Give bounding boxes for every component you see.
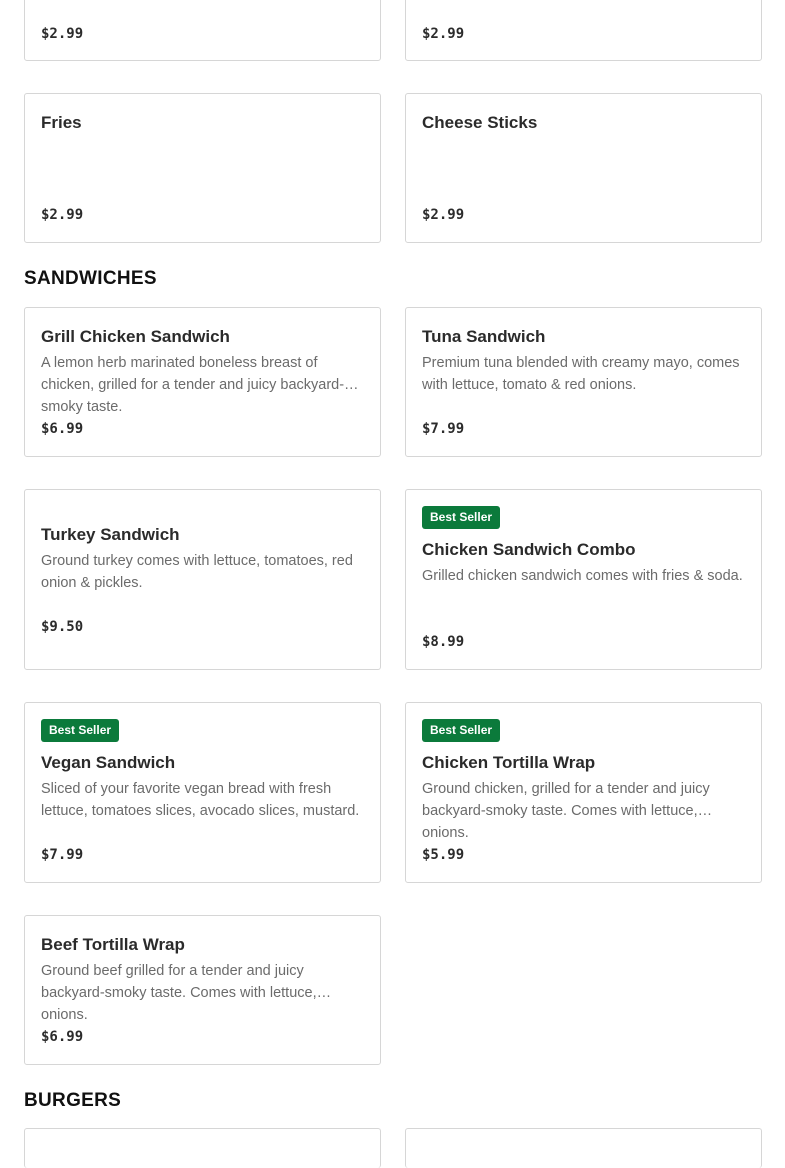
item-price: $7.99 — [422, 421, 465, 437]
item-description: Ground beef grilled for a tender and juicy backyard-smoky taste. Comes with lettuce, onions. — [41, 963, 317, 1023]
item-description: Premium tuna blended with creamy mayo, comes with lettuce, tomato & red onions. — [422, 355, 740, 393]
menu-item-card-cheese-sticks[interactable] — [405, 93, 762, 243]
menu-item-card[interactable] — [24, 0, 381, 61]
item-name: Fries — [41, 113, 82, 132]
menu-item-card-beef-tortilla-wrap[interactable] — [24, 915, 381, 1065]
menu-item-card-grill-chicken-sandwich[interactable] — [24, 307, 381, 457]
item-name: Tuna Sandwich — [422, 327, 546, 346]
item-name: Beef Tortilla Wrap — [41, 935, 185, 954]
item-price: $5.99 — [422, 847, 465, 863]
item-price: $2.99 — [422, 207, 465, 223]
menu-item-card[interactable] — [405, 0, 762, 61]
menu-item-card[interactable] — [405, 1128, 762, 1168]
item-price: $7.99 — [41, 847, 84, 863]
menu-item-card-chicken-sandwich-combo[interactable] — [405, 489, 762, 670]
item-name: Chicken Tortilla Wrap — [422, 753, 596, 772]
menu-item-card-tuna-sandwich[interactable] — [405, 307, 762, 457]
item-name: Chicken Sandwich Combo — [422, 540, 636, 559]
menu-item-card-fries[interactable] — [24, 93, 381, 243]
item-name: Turkey Sandwich — [41, 525, 180, 544]
best-seller-badge: Best Seller — [422, 719, 500, 742]
item-name: Vegan Sandwich — [41, 753, 176, 772]
section-title-sandwiches: SANDWICHES — [24, 268, 157, 289]
section-title-burgers: BURGERS — [24, 1090, 122, 1111]
item-price: $2.99 — [41, 207, 84, 223]
item-description: Grilled chicken sandwich comes with fries & soda. — [422, 568, 743, 584]
menu-item-card-chicken-tortilla-wrap[interactable] — [405, 702, 762, 883]
menu-item-card[interactable] — [24, 1128, 381, 1168]
item-description: Ground turkey comes with lettuce, tomatoes, red onion & pickles. — [41, 553, 353, 591]
best-seller-badge: Best Seller — [422, 506, 500, 529]
best-seller-badge: Best Seller — [41, 719, 119, 742]
item-price: $8.99 — [422, 634, 465, 650]
menu-item-card-vegan-sandwich[interactable] — [24, 702, 381, 883]
item-price: $9.50 — [41, 619, 84, 635]
item-price: $2.99 — [422, 26, 465, 42]
item-price: $6.99 — [41, 421, 84, 437]
item-name: Grill Chicken Sandwich — [41, 327, 230, 346]
item-price: $2.99 — [41, 26, 84, 42]
item-description: A lemon herb marinated boneless breast of chicken, grilled for a tender and juicy backyard-smoky taste. — [41, 355, 345, 415]
menu-item-card-turkey-sandwich[interactable] — [24, 489, 381, 670]
item-description: Ground chicken, grilled for a tender and juicy backyard-smoky taste. Comes with lettuce, onions. — [422, 781, 710, 841]
item-price: $6.99 — [41, 1029, 84, 1045]
item-name: Cheese Sticks — [422, 113, 538, 132]
item-description: Sliced of your favorite vegan bread with fresh lettuce, tomatoes slices, avocado slices, mustard. — [41, 781, 360, 819]
